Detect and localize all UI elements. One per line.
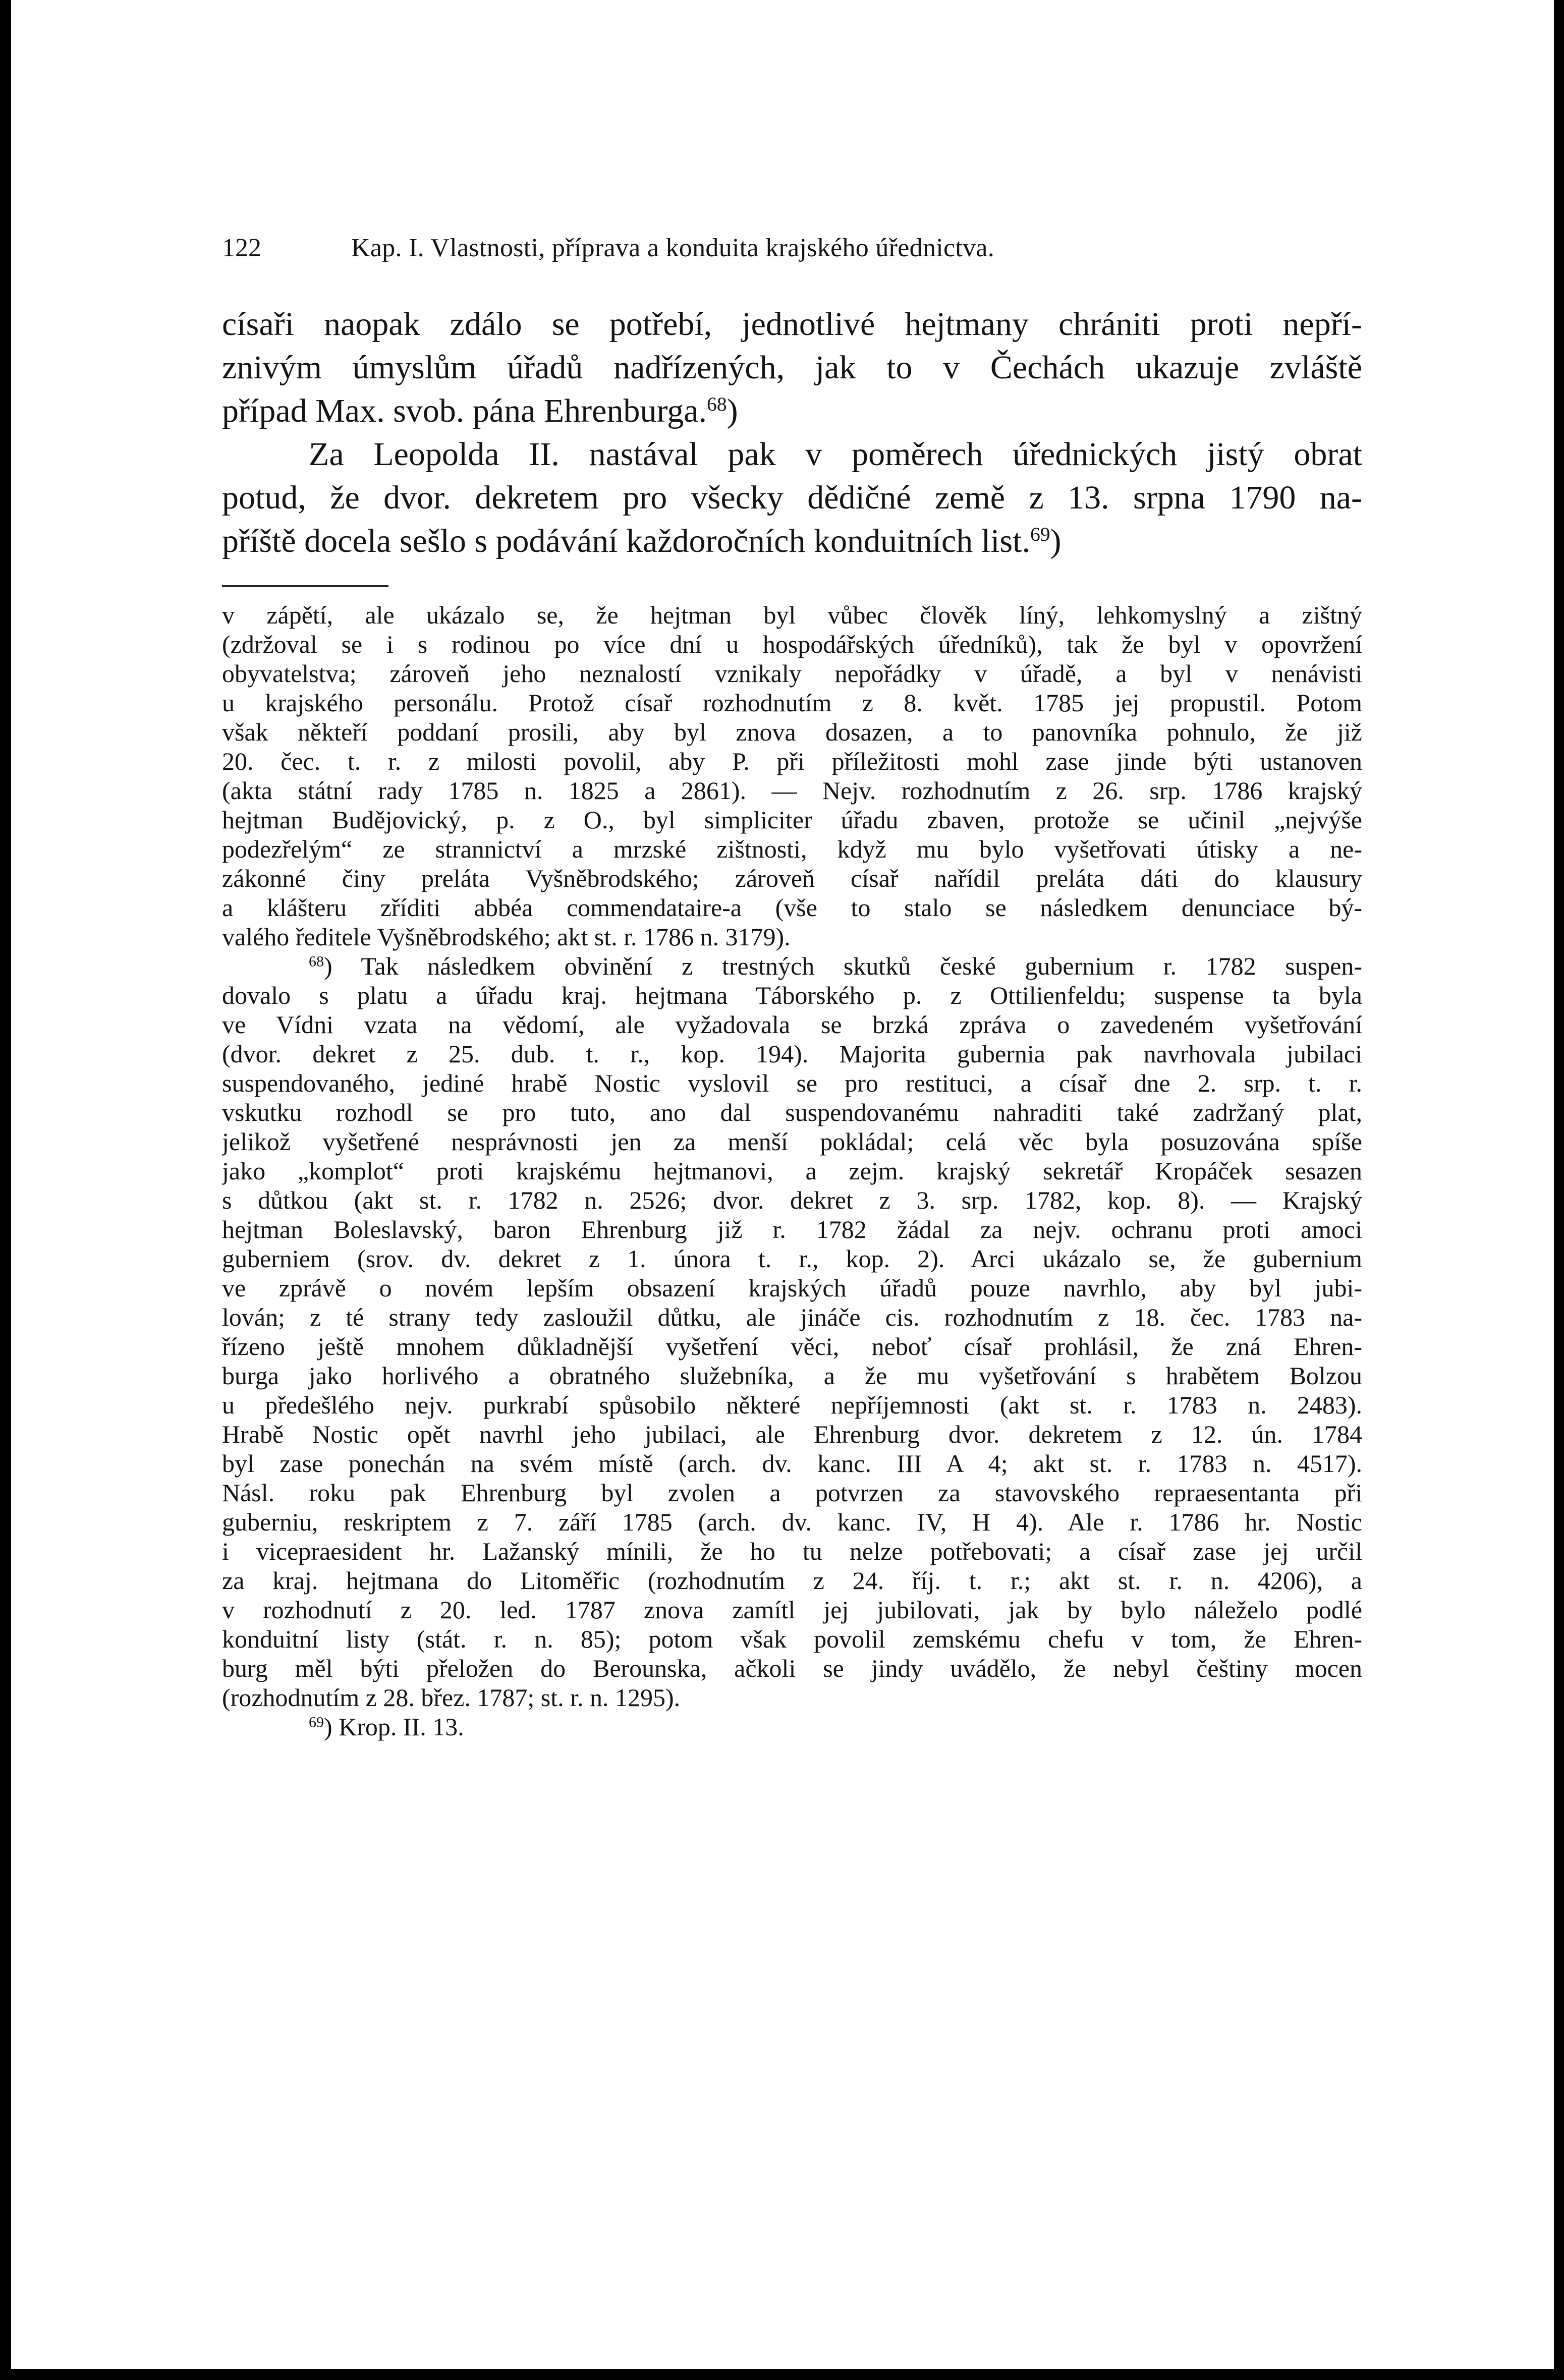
footnote-line: v zápětí, ale ukázalo se, že hejtman byl vůbec člověk líný, lehkomyslný a zištný bbox=[222, 601, 1362, 629]
footnote-line: valého ředitele Vyšněbrodského; akt st. r. 1786 n. 3179). bbox=[222, 923, 791, 951]
footnote-ref-paren: ) bbox=[1050, 523, 1062, 559]
footnote-line: jelikož vyšetřené nesprávnosti jen za menší pokládal; celá věc byla posuzována spíše bbox=[222, 1127, 1362, 1156]
footnote-marker-69: 69 bbox=[309, 1714, 324, 1731]
footnote-ref-paren: ) bbox=[727, 392, 738, 429]
footnote-line: Násl. roku pak Ehrenburg byl zvolen a potvrzen za stavovského repraesentanta při bbox=[222, 1479, 1362, 1507]
footnote-line: u krajského personálu. Protož císař rozhodnutím z 8. květ. 1785 jej propustil. Potom bbox=[222, 689, 1362, 717]
footnote-line: byl zase ponechán na svém místě (arch. dv. kanc. III A 4; akt st. r. 1783 n. 4517). bbox=[222, 1449, 1362, 1478]
footnote-line: konduitní listy (stát. r. n. 85); potom však povolil zemskému chefu v tom, že Ehren- bbox=[222, 1625, 1362, 1653]
footnote-line: (dvor. dekret z 25. dub. t. r., kop. 194). Majorita gubernia pak navrhovala jubilaci bbox=[222, 1040, 1362, 1068]
text-line: znivým úmyslům úřadů nadřízených, jak to v Čechách ukazuje zvláště bbox=[222, 349, 1362, 386]
text-line: císaři naopak zdálo se potřebí, jednotlivé hejtmany chrániti proti nepří- bbox=[222, 306, 1362, 343]
footnote-68-start bbox=[222, 951, 1362, 981]
text-line-with-footnote-ref bbox=[222, 389, 1362, 433]
text-line-with-footnote-ref bbox=[222, 520, 1362, 563]
footnote-line: burga jako horlivého a obratného služebníka, a že mu vyšetřování s hrabětem Bolzou bbox=[222, 1362, 1362, 1390]
footnote-line: obyvatelstva; zároveň jeho neznalostí vznikaly nepořádky v úřadě, a byl v nenávisti bbox=[222, 659, 1362, 688]
footnote-line: v rozhodnutí z 20. led. 1787 znova zamítl jej jubilovati, jak by bylo náleželo podlé bbox=[222, 1596, 1362, 1624]
scan-edge-right bbox=[1554, 0, 1564, 2380]
footnote-separator bbox=[222, 585, 388, 587]
running-title: Kap. I. Vlastnosti, příprava a konduita krajského úřednictva. bbox=[351, 234, 995, 262]
text-line: příště docela sešlo s podávání každoročních konduitních list. bbox=[222, 523, 1030, 559]
scan-edge-bottom bbox=[0, 2369, 1564, 2380]
footnote-line: guberniu, reskriptem z 7. září 1785 (arch. dv. kanc. IV, H 4). Ale r. 1786 hr. Nostic bbox=[222, 1508, 1362, 1536]
footnote-ref-68[interactable]: 68 bbox=[707, 393, 727, 416]
footnote-line: u předešlého nejv. purkrabí spůsobilo některé nepříjemnosti (akt st. r. 1783 n. 2483). bbox=[222, 1391, 1362, 1419]
footnote-line: vskutku rozhodl se pro tuto, ano dal suspendovanému nahraditi také zadržaný plat, bbox=[222, 1098, 1362, 1126]
footnote-line: dovalo s platu a úřadu kraj. hejtmana Táborského p. z Ottilienfeldu; suspense ta byla bbox=[222, 981, 1362, 1009]
text-line: případ Max. svob. pána Ehrenburga. bbox=[222, 392, 707, 429]
text-line: potud, že dvor. dekretem pro všecky dědičné země z 13. srpna 1790 na- bbox=[222, 479, 1362, 516]
footnote-line: a klášteru zříditi abbéa commendataire-a (vše to stalo se následkem denunciace bý- bbox=[222, 893, 1362, 922]
footnote-line: ) Krop. II. 13. bbox=[324, 1713, 464, 1741]
footnote-line: podezřelým“ ze strannictví a mrzské zištnosti, když mu bylo vyšetřovati útisky a ne- bbox=[222, 835, 1362, 863]
footnote-line: Hrabě Nostic opět navrhl jeho jubilaci, ale Ehrenburg dvor. dekretem z 12. ún. 1784 bbox=[222, 1420, 1362, 1448]
footnote-line: však někteří poddaní prosili, aby byl znova dosazen, a to panovníka pohnulo, že již bbox=[222, 718, 1362, 746]
main-text bbox=[222, 303, 1362, 563]
footnote-line: za kraj. hejtmana do Litoměřic (rozhodnutím z 24. říj. t. r.; akt st. r. n. 4206), a bbox=[222, 1566, 1362, 1595]
footnote-line: ve Vídni vzata na vědomí, ale vyžadovala se brzká zpráva o zavedeném vyšetřování bbox=[222, 1010, 1362, 1039]
footnote-line: hejtman Budějovický, p. z O., byl simpliciter úřadu zbaven, protože se učinil „nejvýše bbox=[222, 806, 1362, 834]
page-header bbox=[222, 228, 1362, 268]
footnote-ref-69[interactable]: 69 bbox=[1030, 523, 1050, 546]
footnote-line: jako „komplot“ proti krajskému hejtmanovi, a zejm. krajský sekretář Kropáček sesazen bbox=[222, 1157, 1362, 1185]
footnote-line: hejtman Boleslavský, baron Ehrenburg již r. 1782 žádal za nejv. ochranu proti amoci bbox=[222, 1215, 1362, 1243]
footnote-line: guberniem (srov. dv. dekret z 1. února t. r., kop. 2). Arci ukázalo se, že gubernium bbox=[222, 1244, 1362, 1273]
footnote-line: s důtkou (akt st. r. 1782 n. 2526; dvor. dekret z 3. srp. 1782, kop. 8). — Krajský bbox=[222, 1186, 1362, 1214]
text-line: Za Leopolda II. nastával pak v poměrech úřednických jistý obrat bbox=[309, 436, 1362, 473]
footnote-line: i vicepraesident hr. Lažanský mínili, že ho tu nelze potřebovati; a císař zase jej určil bbox=[222, 1537, 1362, 1565]
footnote-line: burg měl býti přeložen do Berounska, ačkoli se jindy uvádělo, že nebyl češtiny mocen bbox=[222, 1654, 1362, 1682]
page-number: 122 bbox=[222, 234, 261, 262]
scan-edge-left bbox=[0, 0, 11, 2380]
footnote-line: 20. čec. t. r. z milosti povolil, aby P. při příležitosti mohl zase jinde býti ustanoven bbox=[222, 747, 1362, 775]
footnote-line: ve zprávě o novém lepším obsazení krajských úřadů pouze navrhlo, aby byl jubi- bbox=[222, 1274, 1362, 1302]
footnote-line: zákonné činy preláta Vyšněbrodského; zároveň císař nařídil preláta dáti do klausury bbox=[222, 864, 1362, 892]
footnote-line: (zdržoval se i s rodinou po více dní u hospodářských úředníků), tak že byl v opovržení bbox=[222, 630, 1362, 658]
footnote-69-start bbox=[222, 1712, 1362, 1741]
footnote-marker-68: 68 bbox=[309, 953, 324, 970]
footnote-line: (rozhodnutím z 28. břez. 1787; st. r. n. 1295). bbox=[222, 1683, 681, 1712]
footnote-line: lován; z té strany tedy zasloužil důtku, ale jináče cis. rozhodnutím z 18. čec. 1783 na- bbox=[222, 1303, 1362, 1331]
footnotes bbox=[222, 600, 1362, 1741]
footnote-line: řízeno ještě mnohem důkladnější vyšetření věci, neboť císař prohlásil, že zná Ehren- bbox=[222, 1332, 1362, 1361]
footnote-line: ) Tak následkem obvinění z trestných skutků české gubernium r. 1782 suspen- bbox=[324, 952, 1362, 980]
footnote-line: (akta státní rady 1785 n. 1825 a 2861). — Nejv. rozhodnutím z 26. srp. 1786 krajský bbox=[222, 776, 1362, 805]
footnote-line: suspendovaného, jediné hrabě Nostic vyslovil se pro restituci, a císař dne 2. srp. t. r. bbox=[222, 1069, 1362, 1097]
